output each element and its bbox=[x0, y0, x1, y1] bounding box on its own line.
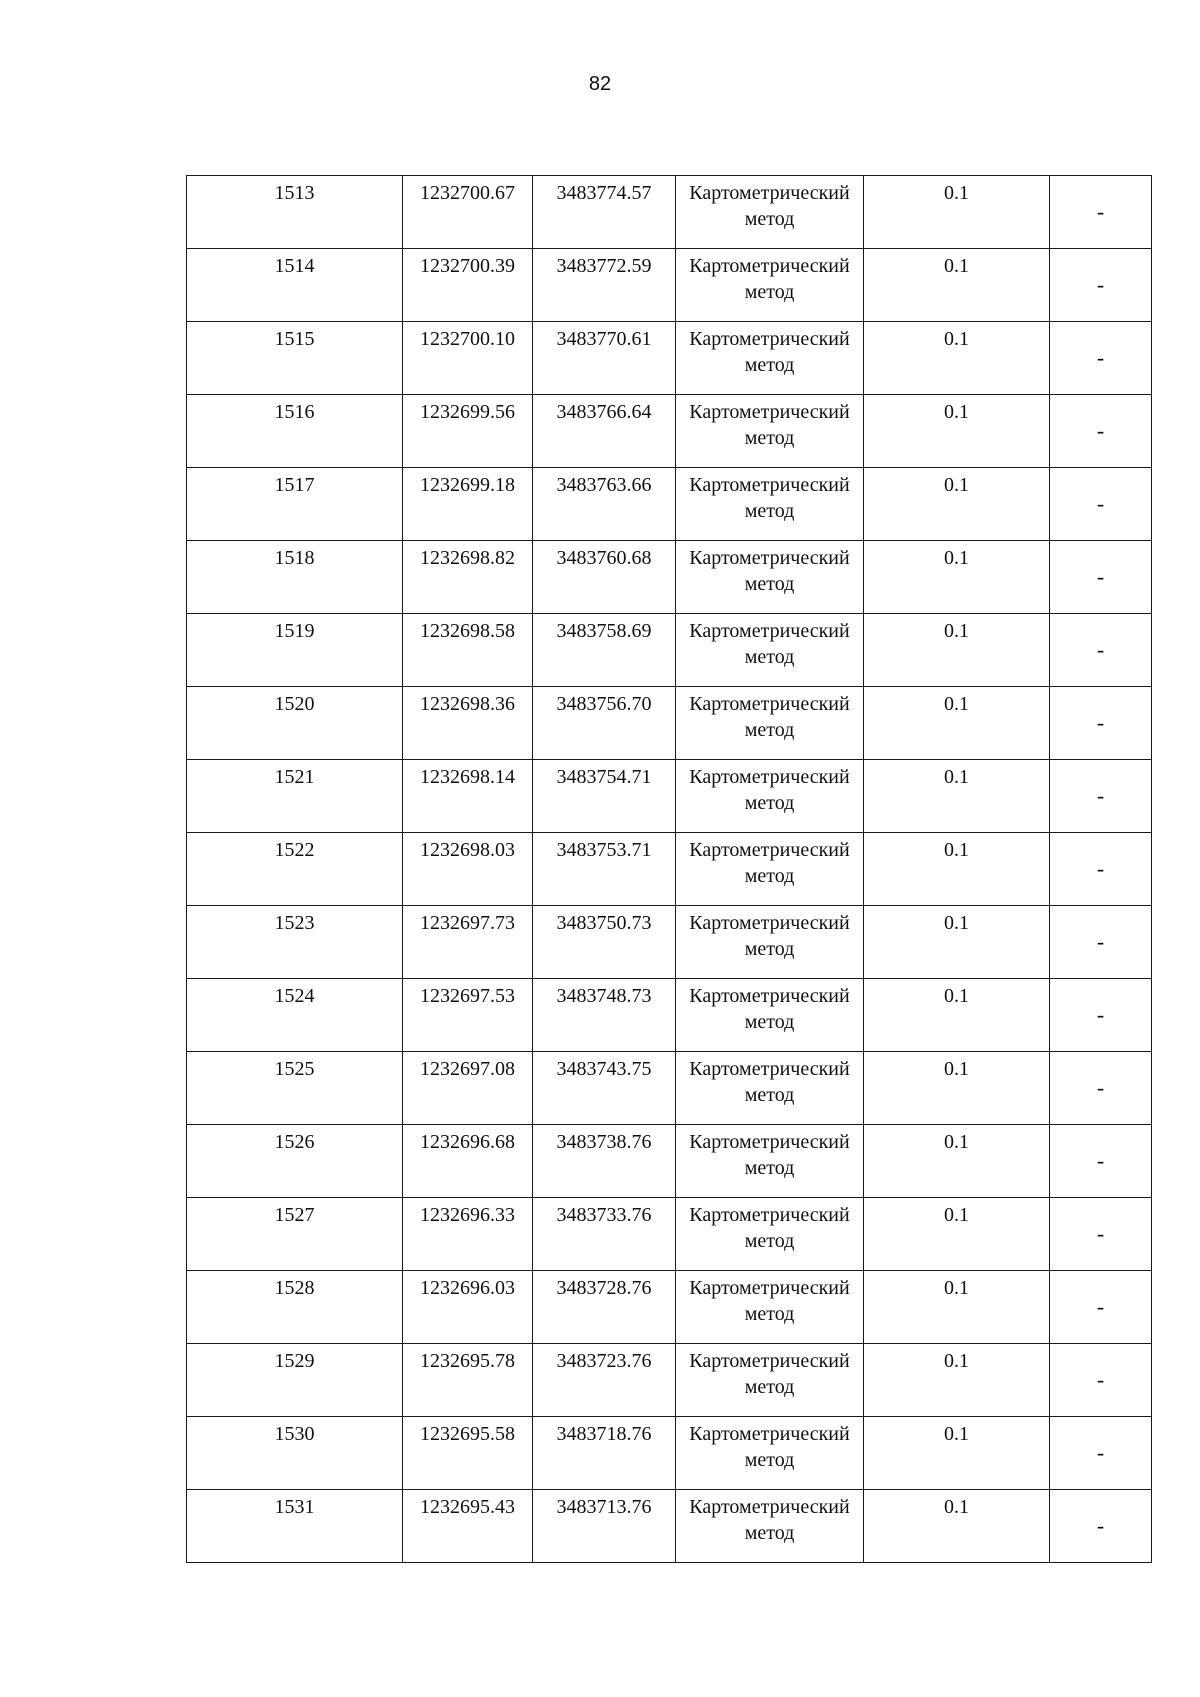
x-coordinate-cell-text: 1232700.10 bbox=[420, 328, 515, 350]
y-coordinate-cell-text: 3483743.75 bbox=[556, 1058, 652, 1080]
point-number-cell bbox=[187, 687, 403, 760]
method-line-1: Картометрический bbox=[689, 1277, 850, 1299]
method-cell bbox=[676, 1052, 864, 1125]
note-cell-text: - bbox=[1096, 1513, 1105, 1538]
x-coordinate-cell bbox=[403, 249, 533, 322]
method-text bbox=[676, 1198, 863, 1254]
method-text bbox=[676, 833, 863, 889]
method-cell bbox=[676, 395, 864, 468]
y-coordinate-cell bbox=[533, 1271, 676, 1344]
method-text bbox=[676, 1344, 863, 1400]
y-coordinate-cell bbox=[533, 1198, 676, 1271]
note-cell bbox=[1050, 687, 1152, 760]
y-coordinate-cell bbox=[533, 833, 676, 906]
table-row bbox=[187, 322, 1152, 395]
method-cell bbox=[676, 1344, 864, 1417]
accuracy-cell bbox=[864, 541, 1050, 614]
accuracy-cell-text: 0.1 bbox=[944, 1058, 969, 1080]
x-coordinate-cell bbox=[403, 760, 533, 833]
method-line-2: метод bbox=[744, 573, 795, 595]
method-text bbox=[676, 541, 863, 597]
note-cell-text: - bbox=[1096, 710, 1105, 735]
method-line-2: метод bbox=[744, 646, 795, 668]
point-number-cell-text: 1521 bbox=[274, 766, 315, 788]
method-line-2: метод bbox=[744, 865, 795, 887]
method-cell bbox=[676, 906, 864, 979]
x-coordinate-cell bbox=[403, 979, 533, 1052]
x-coordinate-cell-text: 1232696.33 bbox=[420, 1204, 515, 1226]
x-coordinate-cell bbox=[403, 176, 533, 249]
method-line-2: метод bbox=[744, 1011, 795, 1033]
x-coordinate-cell-text: 1232696.68 bbox=[420, 1131, 515, 1153]
x-coordinate-cell bbox=[403, 1417, 533, 1490]
table-row bbox=[187, 687, 1152, 760]
method-line-2: метод bbox=[744, 427, 795, 449]
note-cell bbox=[1050, 176, 1152, 249]
method-cell bbox=[676, 541, 864, 614]
accuracy-cell-text: 0.1 bbox=[944, 547, 969, 569]
x-coordinate-cell-text: 1232698.36 bbox=[420, 693, 515, 715]
table-row bbox=[187, 176, 1152, 249]
accuracy-cell-text: 0.1 bbox=[944, 1131, 969, 1153]
x-coordinate-cell bbox=[403, 322, 533, 395]
x-coordinate-cell bbox=[403, 1125, 533, 1198]
point-number-cell-text: 1531 bbox=[274, 1496, 315, 1518]
x-coordinate-cell-text: 1232698.03 bbox=[420, 839, 515, 861]
table-row bbox=[187, 1125, 1152, 1198]
y-coordinate-cell bbox=[533, 1344, 676, 1417]
table-row bbox=[187, 614, 1152, 687]
note-cell bbox=[1050, 468, 1152, 541]
note-cell-text: - bbox=[1096, 783, 1105, 808]
accuracy-cell bbox=[864, 906, 1050, 979]
point-number-cell-text: 1522 bbox=[274, 839, 315, 861]
y-coordinate-cell-text: 3483738.76 bbox=[556, 1131, 652, 1153]
x-coordinate-cell bbox=[403, 614, 533, 687]
method-line-1: Картометрический bbox=[689, 1204, 850, 1226]
method-line-1: Картометрический bbox=[689, 401, 850, 423]
method-cell bbox=[676, 687, 864, 760]
note-cell bbox=[1050, 395, 1152, 468]
note-cell-text: - bbox=[1096, 1002, 1105, 1027]
x-coordinate-cell-text: 1232695.58 bbox=[420, 1423, 515, 1445]
method-text bbox=[676, 1417, 863, 1473]
note-cell bbox=[1050, 1125, 1152, 1198]
method-cell bbox=[676, 468, 864, 541]
method-cell bbox=[676, 1417, 864, 1490]
method-line-2: метод bbox=[744, 208, 795, 230]
method-text bbox=[676, 468, 863, 524]
y-coordinate-cell bbox=[533, 1490, 676, 1563]
point-number-cell bbox=[187, 906, 403, 979]
method-text bbox=[676, 1490, 863, 1546]
method-line-2: метод bbox=[744, 1303, 795, 1325]
method-line-2: метод bbox=[744, 281, 795, 303]
x-coordinate-cell-text: 1232696.03 bbox=[420, 1277, 515, 1299]
point-number-cell bbox=[187, 760, 403, 833]
note-cell bbox=[1050, 1198, 1152, 1271]
note-cell-text: - bbox=[1096, 491, 1105, 516]
method-text bbox=[676, 395, 863, 451]
y-coordinate-cell-text: 3483766.64 bbox=[556, 401, 652, 423]
note-cell bbox=[1050, 1417, 1152, 1490]
table-row bbox=[187, 541, 1152, 614]
accuracy-cell bbox=[864, 1198, 1050, 1271]
x-coordinate-cell bbox=[403, 906, 533, 979]
accuracy-cell bbox=[864, 760, 1050, 833]
point-number-cell-text: 1526 bbox=[274, 1131, 315, 1153]
accuracy-cell-text: 0.1 bbox=[944, 839, 969, 861]
method-text bbox=[676, 1125, 863, 1181]
accuracy-cell bbox=[864, 687, 1050, 760]
table-row bbox=[187, 906, 1152, 979]
accuracy-cell-text: 0.1 bbox=[944, 1423, 969, 1445]
x-coordinate-cell bbox=[403, 1271, 533, 1344]
table-row bbox=[187, 1344, 1152, 1417]
note-cell-text: - bbox=[1096, 1440, 1105, 1465]
y-coordinate-cell-text: 3483750.73 bbox=[556, 912, 652, 934]
note-cell-text: - bbox=[1096, 856, 1105, 881]
note-cell-text: - bbox=[1096, 1367, 1105, 1392]
method-line-1: Картометрический bbox=[689, 474, 850, 496]
point-number-cell-text: 1530 bbox=[274, 1423, 315, 1445]
y-coordinate-cell-text: 3483713.76 bbox=[556, 1496, 652, 1518]
method-cell bbox=[676, 979, 864, 1052]
table-row bbox=[187, 1271, 1152, 1344]
accuracy-cell-text: 0.1 bbox=[944, 985, 969, 1007]
y-coordinate-cell bbox=[533, 979, 676, 1052]
method-line-2: метод bbox=[744, 1157, 795, 1179]
table-row bbox=[187, 1417, 1152, 1490]
method-line-2: метод bbox=[744, 500, 795, 522]
x-coordinate-cell bbox=[403, 395, 533, 468]
note-cell-text: - bbox=[1096, 1148, 1105, 1173]
x-coordinate-cell bbox=[403, 687, 533, 760]
method-line-2: метод bbox=[744, 792, 795, 814]
x-coordinate-cell bbox=[403, 1198, 533, 1271]
method-line-1: Картометрический bbox=[689, 1423, 850, 1445]
y-coordinate-cell-text: 3483756.70 bbox=[556, 693, 652, 715]
y-coordinate-cell bbox=[533, 468, 676, 541]
method-cell bbox=[676, 1198, 864, 1271]
note-cell-text: - bbox=[1096, 199, 1105, 224]
accuracy-cell bbox=[864, 249, 1050, 322]
accuracy-cell-text: 0.1 bbox=[944, 693, 969, 715]
x-coordinate-cell-text: 1232698.82 bbox=[420, 547, 515, 569]
method-text bbox=[676, 249, 863, 305]
x-coordinate-cell bbox=[403, 1344, 533, 1417]
y-coordinate-cell-text: 3483718.76 bbox=[556, 1423, 652, 1445]
accuracy-cell bbox=[864, 468, 1050, 541]
y-coordinate-cell bbox=[533, 1417, 676, 1490]
method-cell bbox=[676, 1490, 864, 1563]
y-coordinate-cell-text: 3483760.68 bbox=[556, 547, 652, 569]
table-row bbox=[187, 1052, 1152, 1125]
note-cell bbox=[1050, 1052, 1152, 1125]
note-cell bbox=[1050, 979, 1152, 1052]
note-cell bbox=[1050, 1271, 1152, 1344]
x-coordinate-cell-text: 1232699.56 bbox=[420, 401, 515, 423]
y-coordinate-cell-text: 3483754.71 bbox=[556, 766, 652, 788]
y-coordinate-cell bbox=[533, 322, 676, 395]
method-line-1: Картометрический bbox=[689, 912, 850, 934]
method-text bbox=[676, 614, 863, 670]
method-line-2: метод bbox=[744, 1230, 795, 1252]
method-cell bbox=[676, 833, 864, 906]
note-cell bbox=[1050, 541, 1152, 614]
method-cell bbox=[676, 322, 864, 395]
table-row bbox=[187, 395, 1152, 468]
y-coordinate-cell-text: 3483733.76 bbox=[556, 1204, 652, 1226]
point-number-cell-text: 1515 bbox=[274, 328, 315, 350]
accuracy-cell bbox=[864, 979, 1050, 1052]
x-coordinate-cell-text: 1232699.18 bbox=[420, 474, 515, 496]
method-text bbox=[676, 687, 863, 743]
note-cell-text: - bbox=[1096, 1294, 1105, 1319]
x-coordinate-cell bbox=[403, 1490, 533, 1563]
y-coordinate-cell bbox=[533, 176, 676, 249]
method-line-1: Картометрический bbox=[689, 182, 850, 204]
accuracy-cell bbox=[864, 1125, 1050, 1198]
accuracy-cell-text: 0.1 bbox=[944, 401, 969, 423]
accuracy-cell-text: 0.1 bbox=[944, 255, 969, 277]
note-cell-text: - bbox=[1096, 929, 1105, 954]
x-coordinate-cell bbox=[403, 541, 533, 614]
accuracy-cell-text: 0.1 bbox=[944, 912, 969, 934]
method-cell bbox=[676, 614, 864, 687]
x-coordinate-cell-text: 1232700.67 bbox=[420, 182, 515, 204]
note-cell-text: - bbox=[1096, 1221, 1105, 1246]
method-cell bbox=[676, 249, 864, 322]
note-cell bbox=[1050, 906, 1152, 979]
y-coordinate-cell-text: 3483772.59 bbox=[556, 255, 652, 277]
method-line-1: Картометрический bbox=[689, 255, 850, 277]
method-line-2: метод bbox=[744, 719, 795, 741]
y-coordinate-cell-text: 3483753.71 bbox=[556, 839, 652, 861]
point-number-cell bbox=[187, 176, 403, 249]
point-number-cell-text: 1518 bbox=[274, 547, 315, 569]
accuracy-cell bbox=[864, 395, 1050, 468]
note-cell-text: - bbox=[1096, 564, 1105, 589]
method-line-1: Картометрический bbox=[689, 766, 850, 788]
method-line-1: Картометрический bbox=[689, 620, 850, 642]
point-number-cell bbox=[187, 249, 403, 322]
point-number-cell bbox=[187, 1125, 403, 1198]
y-coordinate-cell bbox=[533, 1052, 676, 1125]
method-line-1: Картометрический bbox=[689, 1496, 850, 1518]
x-coordinate-cell bbox=[403, 1052, 533, 1125]
point-number-cell-text: 1517 bbox=[274, 474, 315, 496]
accuracy-cell-text: 0.1 bbox=[944, 1277, 969, 1299]
accuracy-cell bbox=[864, 833, 1050, 906]
point-number-cell-text: 1528 bbox=[274, 1277, 315, 1299]
point-number-cell-text: 1519 bbox=[274, 620, 315, 642]
accuracy-cell-text: 0.1 bbox=[944, 1496, 969, 1518]
note-cell-text: - bbox=[1096, 637, 1105, 662]
table-row bbox=[187, 249, 1152, 322]
point-number-cell bbox=[187, 1490, 403, 1563]
table-row bbox=[187, 1490, 1152, 1563]
point-number-cell bbox=[187, 468, 403, 541]
x-coordinate-cell-text: 1232697.08 bbox=[420, 1058, 515, 1080]
accuracy-cell bbox=[864, 176, 1050, 249]
method-text bbox=[676, 1052, 863, 1108]
point-number-cell bbox=[187, 395, 403, 468]
accuracy-cell-text: 0.1 bbox=[944, 620, 969, 642]
method-text bbox=[676, 979, 863, 1035]
method-cell bbox=[676, 1271, 864, 1344]
method-cell bbox=[676, 760, 864, 833]
method-line-2: метод bbox=[744, 938, 795, 960]
coordinates-table bbox=[186, 175, 1152, 1563]
accuracy-cell-text: 0.1 bbox=[944, 766, 969, 788]
point-number-cell bbox=[187, 1417, 403, 1490]
y-coordinate-cell-text: 3483770.61 bbox=[556, 328, 652, 350]
accuracy-cell bbox=[864, 1490, 1050, 1563]
accuracy-cell-text: 0.1 bbox=[944, 328, 969, 350]
method-line-1: Картометрический bbox=[689, 547, 850, 569]
method-line-1: Картометрический bbox=[689, 1350, 850, 1372]
method-line-1: Картометрический bbox=[689, 328, 850, 350]
method-line-2: метод bbox=[744, 1084, 795, 1106]
x-coordinate-cell-text: 1232695.78 bbox=[420, 1350, 515, 1372]
x-coordinate-cell-text: 1232697.73 bbox=[420, 912, 515, 934]
y-coordinate-cell bbox=[533, 541, 676, 614]
x-coordinate-cell-text: 1232695.43 bbox=[420, 1496, 515, 1518]
method-line-1: Картометрический bbox=[689, 839, 850, 861]
y-coordinate-cell bbox=[533, 614, 676, 687]
accuracy-cell-text: 0.1 bbox=[944, 1350, 969, 1372]
method-cell bbox=[676, 1125, 864, 1198]
note-cell-text: - bbox=[1096, 345, 1105, 370]
point-number-cell-text: 1524 bbox=[274, 985, 315, 1007]
point-number-cell-text: 1516 bbox=[274, 401, 315, 423]
accuracy-cell bbox=[864, 1344, 1050, 1417]
point-number-cell bbox=[187, 1052, 403, 1125]
note-cell-text: - bbox=[1096, 1075, 1105, 1100]
y-coordinate-cell-text: 3483763.66 bbox=[556, 474, 652, 496]
table-row bbox=[187, 1198, 1152, 1271]
method-text bbox=[676, 1271, 863, 1327]
y-coordinate-cell bbox=[533, 249, 676, 322]
method-line-1: Картометрический bbox=[689, 985, 850, 1007]
method-line-1: Картометрический bbox=[689, 693, 850, 715]
coordinates-table-body bbox=[187, 176, 1152, 1563]
point-number-cell-text: 1525 bbox=[274, 1058, 315, 1080]
note-cell bbox=[1050, 614, 1152, 687]
accuracy-cell bbox=[864, 1271, 1050, 1344]
method-text bbox=[676, 176, 863, 232]
page-number: 82 bbox=[588, 73, 612, 95]
y-coordinate-cell-text: 3483774.57 bbox=[556, 182, 652, 204]
y-coordinate-cell bbox=[533, 760, 676, 833]
method-text bbox=[676, 322, 863, 378]
accuracy-cell-text: 0.1 bbox=[944, 474, 969, 496]
note-cell bbox=[1050, 1344, 1152, 1417]
x-coordinate-cell-text: 1232700.39 bbox=[420, 255, 515, 277]
point-number-cell-text: 1529 bbox=[274, 1350, 315, 1372]
point-number-cell bbox=[187, 614, 403, 687]
point-number-cell bbox=[187, 1271, 403, 1344]
x-coordinate-cell-text: 1232698.58 bbox=[420, 620, 515, 642]
y-coordinate-cell-text: 3483723.76 bbox=[556, 1350, 652, 1372]
accuracy-cell bbox=[864, 1052, 1050, 1125]
point-number-cell-text: 1520 bbox=[274, 693, 315, 715]
point-number-cell-text: 1513 bbox=[274, 182, 315, 204]
x-coordinate-cell-text: 1232698.14 bbox=[420, 766, 515, 788]
point-number-cell-text: 1527 bbox=[274, 1204, 315, 1226]
y-coordinate-cell bbox=[533, 906, 676, 979]
note-cell-text: - bbox=[1096, 418, 1105, 443]
point-number-cell-text: 1523 bbox=[274, 912, 315, 934]
y-coordinate-cell bbox=[533, 687, 676, 760]
method-text bbox=[676, 906, 863, 962]
note-cell bbox=[1050, 322, 1152, 395]
point-number-cell-text: 1514 bbox=[274, 255, 315, 277]
method-cell bbox=[676, 176, 864, 249]
table-row bbox=[187, 468, 1152, 541]
x-coordinate-cell-text: 1232697.53 bbox=[420, 985, 515, 1007]
accuracy-cell-text: 0.1 bbox=[944, 1204, 969, 1226]
y-coordinate-cell-text: 3483758.69 bbox=[556, 620, 652, 642]
point-number-cell bbox=[187, 1198, 403, 1271]
x-coordinate-cell bbox=[403, 833, 533, 906]
y-coordinate-cell-text: 3483748.73 bbox=[556, 985, 652, 1007]
method-line-2: метод bbox=[744, 1522, 795, 1544]
note-cell bbox=[1050, 1490, 1152, 1563]
table-row bbox=[187, 833, 1152, 906]
method-line-2: метод bbox=[744, 1449, 795, 1471]
accuracy-cell bbox=[864, 1417, 1050, 1490]
method-line-2: метод bbox=[744, 354, 795, 376]
point-number-cell bbox=[187, 1344, 403, 1417]
point-number-cell bbox=[187, 979, 403, 1052]
method-line-2: метод bbox=[744, 1376, 795, 1398]
accuracy-cell-text: 0.1 bbox=[944, 182, 969, 204]
y-coordinate-cell bbox=[533, 395, 676, 468]
method-text bbox=[676, 760, 863, 816]
accuracy-cell bbox=[864, 322, 1050, 395]
accuracy-cell bbox=[864, 614, 1050, 687]
table-row bbox=[187, 979, 1152, 1052]
y-coordinate-cell-text: 3483728.76 bbox=[556, 1277, 652, 1299]
x-coordinate-cell bbox=[403, 468, 533, 541]
note-cell bbox=[1050, 760, 1152, 833]
note-cell bbox=[1050, 833, 1152, 906]
y-coordinate-cell bbox=[533, 1125, 676, 1198]
method-line-1: Картометрический bbox=[689, 1058, 850, 1080]
method-line-1: Картометрический bbox=[689, 1131, 850, 1153]
point-number-cell bbox=[187, 833, 403, 906]
point-number-cell bbox=[187, 541, 403, 614]
note-cell-text: - bbox=[1096, 272, 1105, 297]
point-number-cell bbox=[187, 322, 403, 395]
note-cell bbox=[1050, 249, 1152, 322]
table-row bbox=[187, 760, 1152, 833]
